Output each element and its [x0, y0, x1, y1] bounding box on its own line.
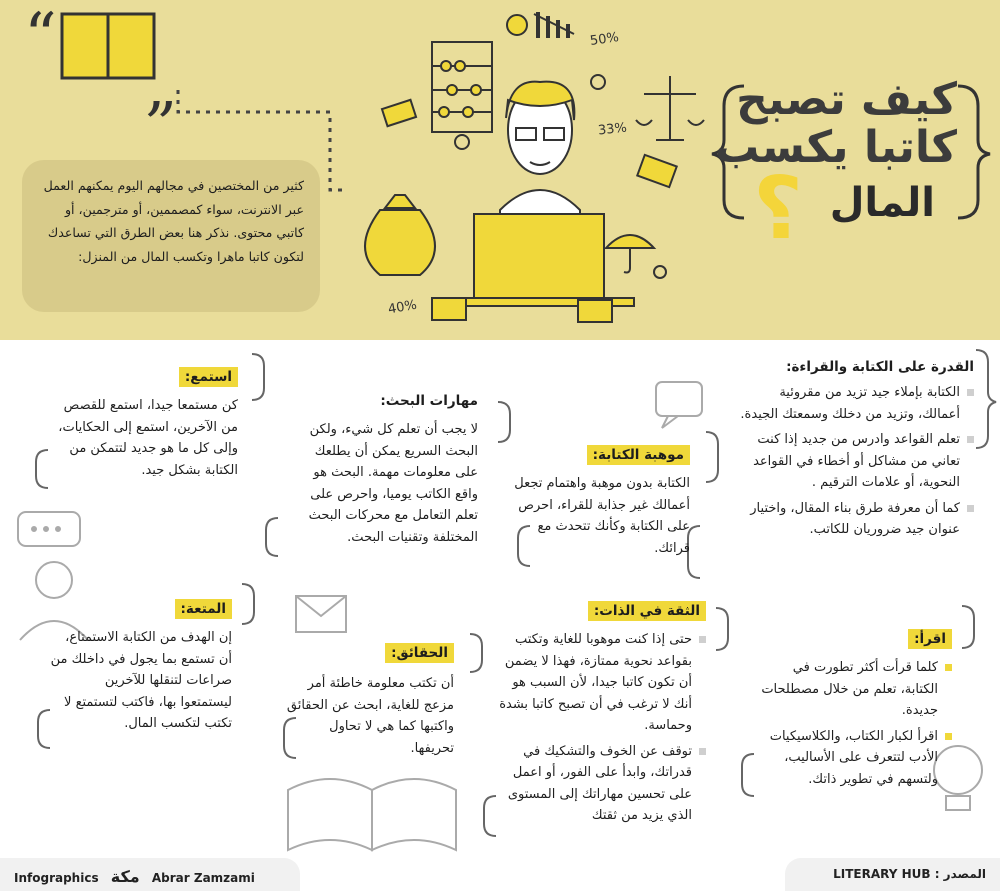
section-talent	[512, 444, 690, 559]
coin-icon	[654, 266, 666, 278]
pie-icon	[507, 15, 527, 35]
section-title-listen: استمع:	[179, 367, 238, 387]
main-title	[715, 74, 985, 259]
percent-50-label: 50%	[589, 30, 620, 49]
question-mark-icon: ؟	[753, 159, 803, 259]
section-read	[756, 628, 952, 790]
footer-source-label: المصدر :	[934, 867, 986, 881]
header-banner	[0, 0, 1000, 340]
chat-bubble-icon	[18, 512, 80, 546]
section-confidence	[494, 600, 706, 827]
section-reading-writing	[736, 356, 974, 541]
percent-33-label: 33%	[597, 120, 628, 139]
section-title-read: اقرأ:	[908, 629, 952, 649]
intro-text: كثير من المختصين في مجالهم اليوم يمكنهم العمل عبر الانترنت، سواء كمصممين، أو مترجمين، أو كاتبي محتوى. نذكر هنا بعض الطرق التي تساعدك لتكون كاتبا ماهرا وتكسب المال من المنزل:	[43, 178, 304, 264]
writer-person-icon	[500, 82, 580, 230]
research-body: لا يجب أن تعلم كل شيء، ولكن البحث السريع يمكن أن يطلعك على معلومات مهمة. البحث هو واقع الكاتب يوميا، واحرص على تعلم التعامل مع محركات البحث المختلفة وتقنيات البحث.	[308, 422, 478, 545]
read-bullet-1: كلما قرأت أكثر تطورت في الكتابة، تعلم من خلال مصطلحات جديدة.	[756, 657, 952, 722]
title-line-2: كاتبا يكسب	[715, 122, 957, 173]
footer-source-value: LITERARY HUB	[833, 867, 931, 881]
intro-box	[22, 160, 320, 312]
title-line-1: كيف تصبح	[736, 74, 957, 125]
percent-40-label: 40%	[386, 297, 418, 318]
section-title-talent: موهبة الكتابة:	[587, 445, 690, 465]
section-title-research: مهارات البحث:	[380, 393, 478, 409]
abacus-icon	[432, 42, 492, 132]
open-book-icon	[288, 779, 456, 850]
quote-open-mark: “	[24, 0, 57, 74]
footer-credit	[0, 858, 300, 891]
section-facts	[282, 642, 454, 759]
bar-chart-icon	[534, 12, 574, 38]
talent-body: الكتابة بدون موهبة واهتمام تجعل أعمالك غير جذابة للقراء، احرص على الكتابة وكأنك تتحدث مع قرائك.	[514, 476, 690, 556]
title-line-3: المال	[829, 180, 935, 226]
reading-bullet-1: الكتابة بإملاء جيد تزيد من مقروئية أعمالك، وتزيد من دخلك وسمعتك الجيدة.	[736, 382, 974, 425]
confidence-bullet-1: حتى إذا كنت موهوبا للغاية وتكتب بقواعد نحوية ممتازة، فهذا لا يضمن أن تكون كاتبا جيدا، لأن السبب هو أنك لا ترغب في أن تصبح كاتبا بشدة وحماسة.	[494, 629, 706, 737]
scale-icon	[636, 76, 704, 140]
makkah-logo: مكة	[110, 867, 140, 886]
section-listen	[56, 366, 238, 481]
facts-body: أن تكتب معلومة خاطئة أمر مزعج للغاية، ابحث عن الحقائق واكتبها كما هي لا تحاول تحريفها.	[286, 676, 454, 756]
read-bullet-2: اقرأ لكبار الكتاب، والكلاسيكيات الأدب لتتعرف على الأساليب، ولتسهم في تطوير ذاتك.	[756, 726, 952, 791]
book-icon	[62, 14, 154, 78]
section-title-confidence: الثقة في الذات:	[588, 601, 706, 621]
confidence-bullet-2: توقف عن الخوف والتشكيك في قدراتك، وابدأ على الفور، أو اعمل على تحسين مهاراتك إلى المستوى الذي يزيد من ثقتك	[494, 741, 706, 827]
enjoy-body: إن الهدف من الكتابة الاستمتاع، أن تستمع بما يجول في داخلك من صراعات لتنقلها للآخرين ليستمتعوا بها، فاكتب لتستمتع لا تكتب لتكسب المال.	[50, 630, 232, 731]
section-enjoy	[50, 598, 232, 735]
section-research	[292, 390, 478, 548]
footer	[0, 858, 1000, 891]
listen-body: كن مستمعا جيدا، استمع للقصص من الآخرين، استمع إلى الحكايات، وإلى كل ما هو جديد لتتمكن من الكتابة بشكل جيد.	[58, 398, 238, 478]
coin-icon	[591, 75, 605, 89]
section-title-facts: الحقائق:	[385, 643, 454, 663]
money-bag-icon	[365, 195, 435, 275]
speech-bubble-icon	[656, 382, 702, 428]
footer-credit-label: Infographics	[14, 871, 99, 885]
section-title-enjoy: المتعة:	[175, 599, 232, 619]
footer-author: Abrar Zamzami	[151, 871, 255, 885]
reading-bullet-2: تعلم القواعد وادرس من جديد إذا كنت تعاني من مشاكل أو أخطاء في القواعد النحوية، أو علامات الترقيم .	[736, 429, 974, 494]
envelope-icon	[296, 596, 346, 632]
section-title-reading: القدرة على الكتابة والقراءة:	[786, 359, 974, 375]
quote-close-mark: „	[145, 50, 179, 124]
footer-source	[785, 858, 1000, 891]
reading-bullet-3: كما أن معرفة طرق بناء المقال، واختيار عنوان جيد ضروريان للكاتب.	[736, 498, 974, 541]
laptop-icon	[444, 214, 634, 306]
coin-icon	[455, 135, 469, 149]
umbrella-icon	[606, 235, 654, 273]
